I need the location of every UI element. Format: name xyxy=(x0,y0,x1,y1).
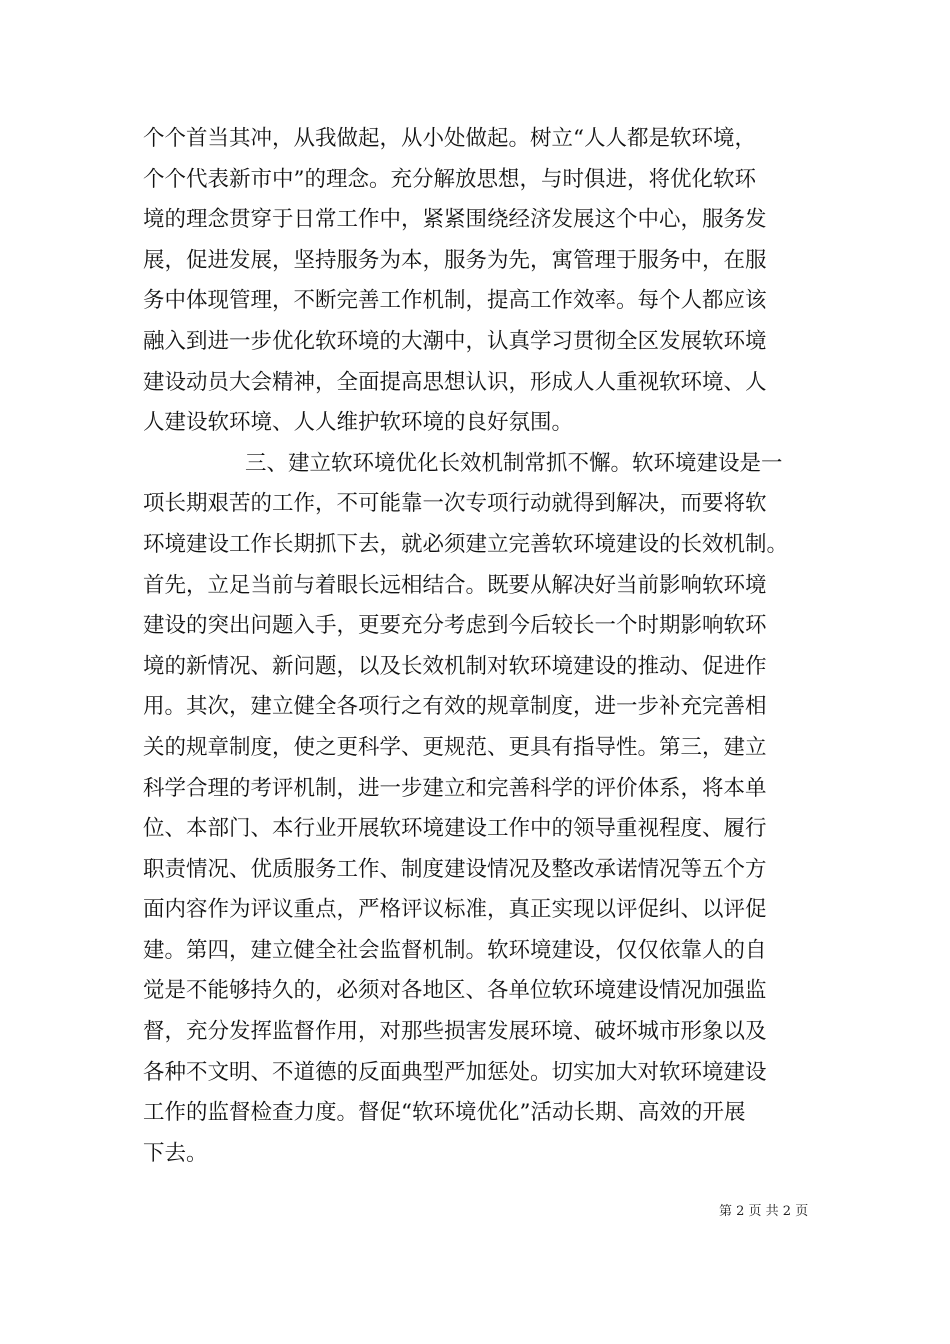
paragraph-2-line: 项长期艰苦的工作，不可能靠一次专项行动就得到解决，而要将软 xyxy=(143,491,767,517)
paragraph-2-line: 位、本部门、本行业开展软环境建设工作中的领导重视程度、履行 xyxy=(143,816,767,842)
paragraph-2-heading-line: 三、建立软环境优化长效机制常抓不懈。软环境建设是一 xyxy=(245,450,783,476)
paragraph-2-line: 面内容作为评议重点，严格评议标准，真正实现以评促纠、以评促 xyxy=(143,897,767,923)
paragraph-1-line: 人建设软环境、人人维护软环境的良好氛围。 xyxy=(143,410,574,436)
paragraph-2-line: 工作的监督检查力度。督促“软环境优化”活动长期、高效的开展 xyxy=(143,1100,746,1126)
paragraph-2-line: 各种不文明、不道德的反面典型严加惩处。切实加大对软环境建设 xyxy=(143,1059,767,1085)
paragraph-2-line: 关的规章制度，使之更科学、更规范、更具有指导性。第三，建立 xyxy=(143,734,767,760)
paragraph-2-line: 用。其次，建立健全各项行之有效的规章制度，进一步补充完善相 xyxy=(143,694,767,720)
paragraph-1-line: 展，促进发展，坚持服务为本，服务为先，寓管理于服务中，在服 xyxy=(143,247,767,273)
paragraph-2-line: 建设的突出问题入手，更要充分考虑到今后较长一个时期影响软环 xyxy=(143,613,767,639)
paragraph-2-line: 境的新情况、新问题，以及长效机制对软环境建设的推动、促进作 xyxy=(143,653,767,679)
document-body xyxy=(143,119,823,1174)
paragraph-1-line: 建设动员大会精神，全面提高思想认识，形成人人重视软环境、人 xyxy=(143,369,767,395)
paragraph-2-line: 督，充分发挥监督作用，对那些损害发展环境、破坏城市形象以及 xyxy=(143,1019,767,1045)
paragraph-2-line: 觉是不能够持久的，必须对各地区、各单位软环境建设情况加强监 xyxy=(143,978,767,1004)
paragraph-1-line: 务中体现管理，不断完善工作机制，提高工作效率。每个人都应该 xyxy=(143,288,767,314)
paragraph-2-line: 建。第四，建立健全社会监督机制。软环境建设，仅仅依靠人的自 xyxy=(143,937,767,963)
paragraph-1-line: 融入到进一步优化软环境的大潮中，认真学习贯彻全区发展软环境 xyxy=(143,328,767,354)
paragraph-1-line: 个个代表新市中”的理念。充分解放思想，与时俱进，将优化软环 xyxy=(143,166,756,192)
page-number-footer: 第 2 页 共 2 页 xyxy=(719,1204,809,1219)
paragraph-1-line: 个个首当其冲，从我做起，从小处做起。树立“人人都是软环境， xyxy=(143,126,756,151)
paragraph-2-line: 首先，立足当前与着眼长远相结合。既要从解决好当前影响软环境 xyxy=(143,572,767,598)
paragraph-2-line: 科学合理的考评机制，进一步建立和完善科学的评价体系，将本单 xyxy=(143,775,767,801)
paragraph-2-line: 下去。 xyxy=(143,1140,208,1166)
paragraph-2-line: 职责情况、优质服务工作、制度建设情况及整改承诺情况等五个方 xyxy=(143,856,767,882)
paragraph-1-line: 境的理念贯穿于日常工作中，紧紧围绕经济发展这个中心，服务发 xyxy=(143,207,767,233)
paragraph-2-line: 环境建设工作长期抓下去，就必须建立完善软环境建设的长效机制。 xyxy=(143,531,789,557)
